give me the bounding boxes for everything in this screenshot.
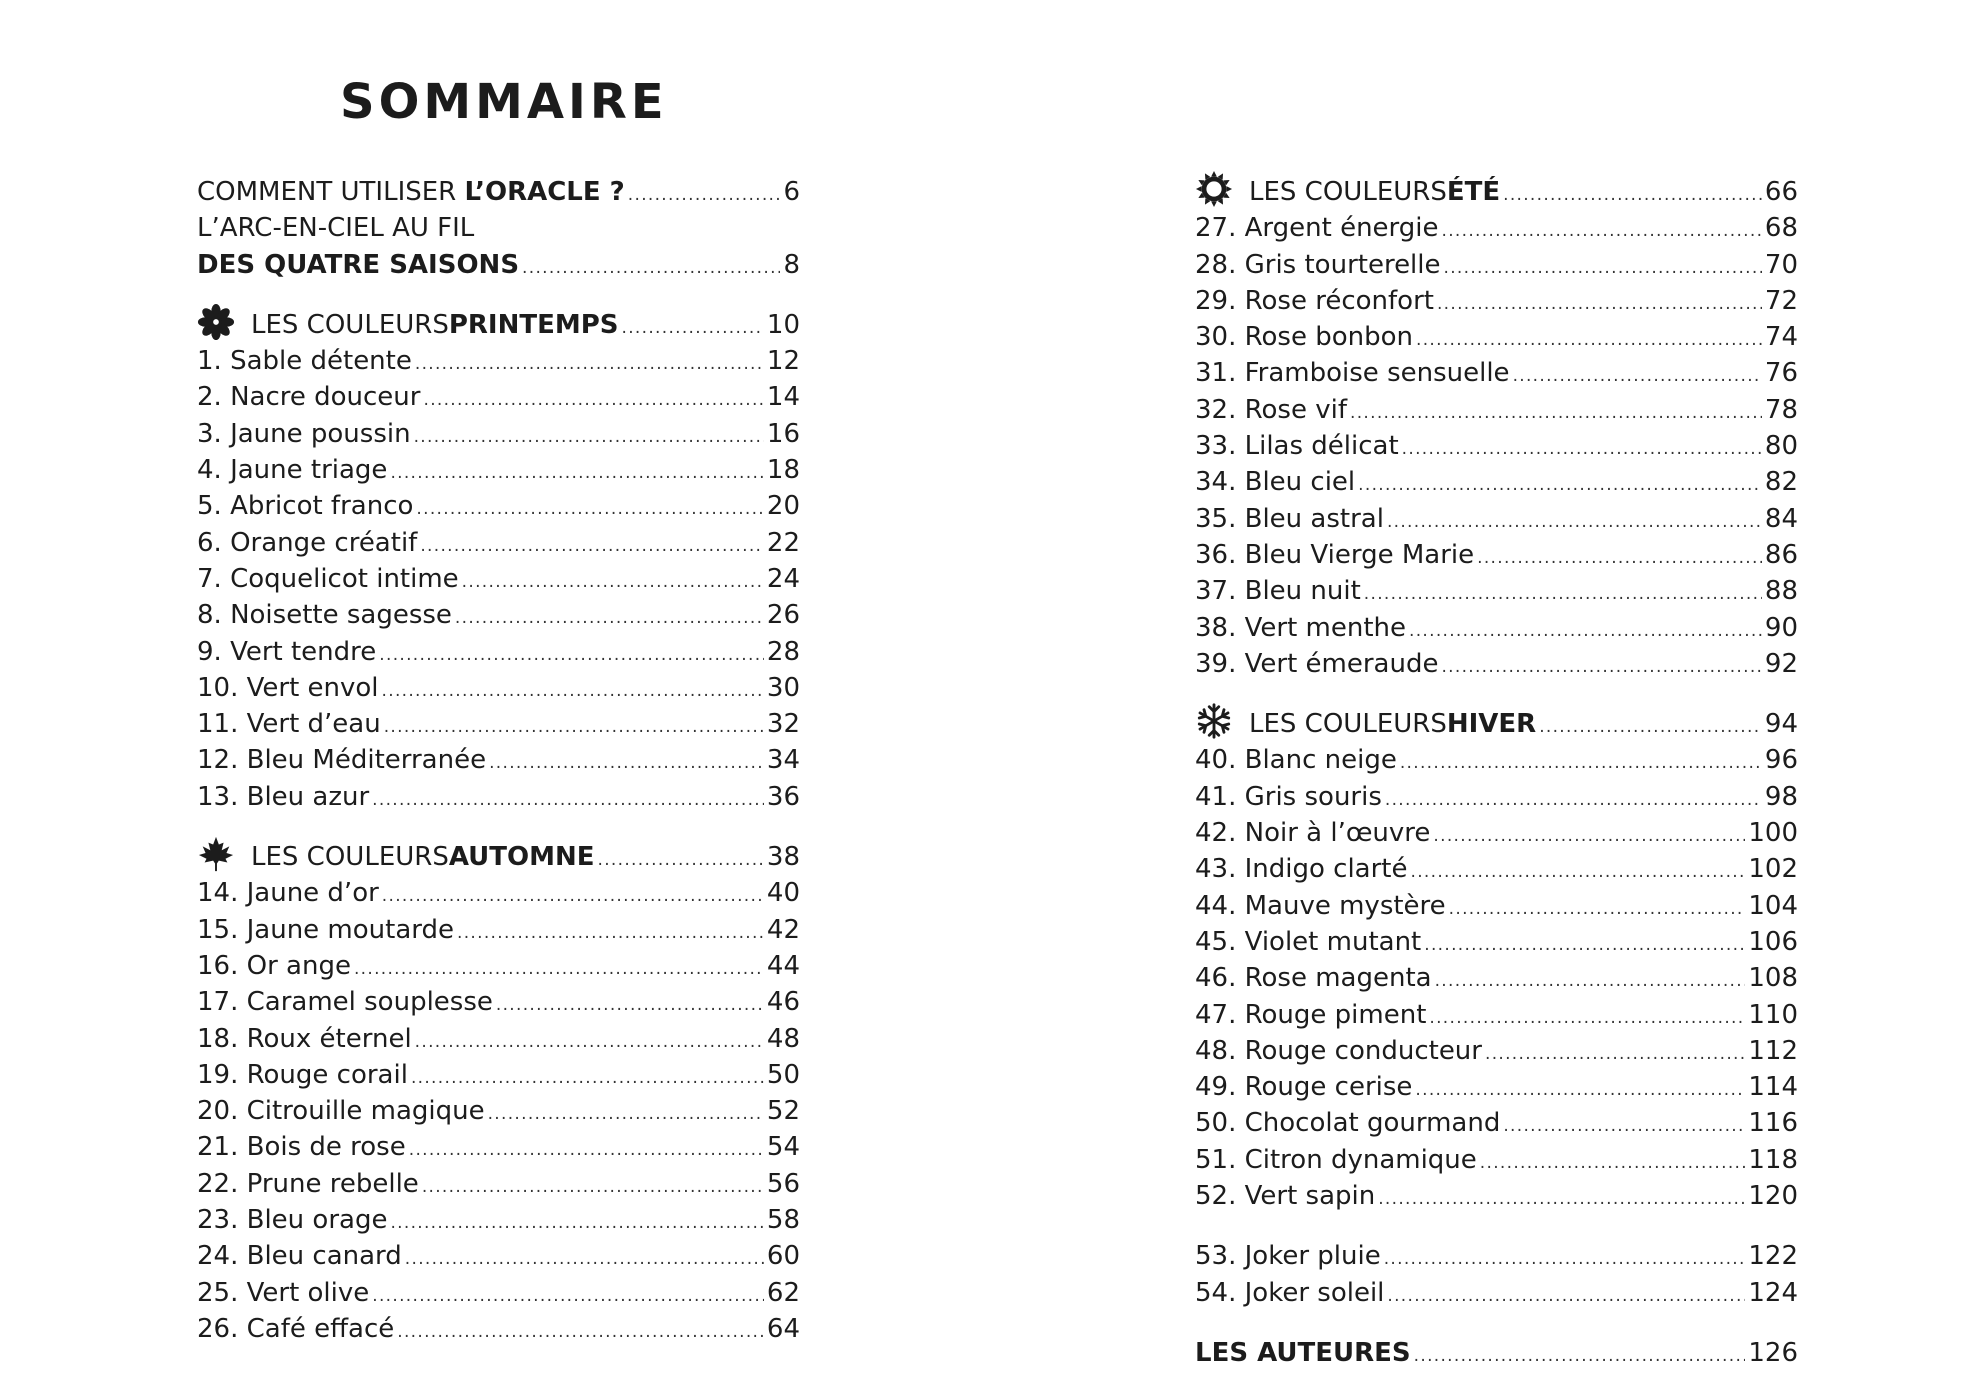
toc-entry[interactable] bbox=[197, 1311, 800, 1347]
toc-page-number: 108 bbox=[1748, 963, 1798, 994]
dot-leader bbox=[415, 1024, 764, 1060]
toc-entry[interactable] bbox=[1195, 888, 1798, 924]
toc-page-number: 124 bbox=[1748, 1277, 1798, 1308]
toc-page-number: 68 bbox=[1764, 213, 1798, 244]
dot-leader bbox=[1437, 286, 1762, 322]
dot-leader bbox=[420, 528, 764, 564]
dot-leader bbox=[496, 987, 764, 1023]
toc-entry-label: 42. Noir à l’œuvre bbox=[1195, 818, 1431, 849]
toc-page-number: 80 bbox=[1764, 431, 1798, 462]
dot-leader bbox=[598, 842, 764, 878]
section-header-spring[interactable] bbox=[197, 307, 800, 343]
toc-page-number: 64 bbox=[766, 1313, 800, 1344]
toc-page-number: 14 bbox=[766, 382, 800, 413]
toc-page-number: 84 bbox=[1764, 503, 1798, 534]
toc-entry-label: 12. Bleu Méditerranée bbox=[197, 745, 487, 776]
toc-page-number: 28 bbox=[766, 636, 800, 667]
dot-leader bbox=[372, 782, 764, 818]
sun-icon bbox=[1195, 170, 1233, 208]
toc-entry[interactable] bbox=[1195, 742, 1798, 778]
toc-entry-label: 34. Bleu ciel bbox=[1195, 467, 1356, 498]
toc-page-number: 8 bbox=[783, 249, 800, 280]
toc-entry-label: 6. Orange créatif bbox=[197, 527, 418, 558]
toc-page-number: 18 bbox=[766, 455, 800, 486]
dot-leader bbox=[522, 250, 780, 286]
toc-entry[interactable] bbox=[1195, 1238, 1798, 1274]
toc-entry[interactable] bbox=[197, 1166, 800, 1202]
toc-entry[interactable] bbox=[197, 1021, 800, 1057]
dot-leader bbox=[1409, 613, 1762, 649]
dot-leader bbox=[423, 382, 763, 418]
dot-leader bbox=[1358, 467, 1762, 503]
toc-page-number: 88 bbox=[1764, 576, 1798, 607]
dot-leader bbox=[354, 951, 764, 987]
dot-leader bbox=[1477, 540, 1762, 576]
toc-page-number: 92 bbox=[1764, 648, 1798, 679]
toc-page-number: 50 bbox=[766, 1059, 800, 1090]
dot-leader bbox=[409, 1132, 764, 1168]
toc-entry-label: 22. Prune rebelle bbox=[197, 1168, 419, 1199]
toc-page-number: 96 bbox=[1764, 745, 1798, 776]
toc-entry[interactable] bbox=[197, 1057, 800, 1093]
section-title: LES COULEURS ÉTÉ bbox=[1249, 177, 1501, 207]
toc-entry-label: 10. Vert envol bbox=[197, 672, 379, 703]
toc-entry-label: 43. Indigo clarté bbox=[1195, 854, 1408, 885]
toc-entry[interactable] bbox=[1195, 851, 1798, 887]
toc-entry[interactable] bbox=[197, 875, 800, 911]
dot-leader bbox=[1429, 1000, 1745, 1036]
toc-entry-label: 27. Argent énergie bbox=[1195, 213, 1439, 244]
toc-page-number: 106 bbox=[1748, 926, 1798, 957]
toc-entry-label: 37. Bleu nuit bbox=[1195, 576, 1361, 607]
autumn-list bbox=[197, 875, 800, 1347]
toc-entry-label: LES AUTEURES bbox=[1195, 1337, 1411, 1368]
toc-entry-label: 25. Vert olive bbox=[197, 1277, 370, 1308]
toc-entry-label: 13. Bleu azur bbox=[197, 781, 370, 812]
toc-page-number: 114 bbox=[1748, 1072, 1798, 1103]
dot-leader bbox=[422, 1169, 764, 1205]
toc-entry-label: 23. Bleu orage bbox=[197, 1205, 388, 1236]
toc-page-number: 82 bbox=[1764, 467, 1798, 498]
toc-entry-label: 21. Bois de rose bbox=[197, 1132, 406, 1163]
toc-entry[interactable] bbox=[1195, 247, 1798, 283]
dot-leader bbox=[415, 346, 764, 382]
toc-entry-label: 8. Noisette sagesse bbox=[197, 600, 452, 631]
toc-page-number: 66 bbox=[1764, 177, 1798, 207]
toc-entry[interactable] bbox=[1195, 573, 1798, 609]
toc-entry-label: 1. Sable détente bbox=[197, 346, 412, 377]
dot-leader bbox=[1539, 709, 1762, 745]
toc-entry-label: 18. Roux éternel bbox=[197, 1023, 412, 1054]
dot-leader bbox=[1480, 1145, 1746, 1181]
dot-leader bbox=[1485, 1036, 1745, 1072]
toc-entry[interactable] bbox=[197, 1093, 800, 1129]
toc-page-number: 24 bbox=[766, 563, 800, 594]
toc-entry[interactable] bbox=[197, 1275, 800, 1311]
toc-entry-rainbow[interactable] bbox=[197, 247, 800, 283]
dot-leader bbox=[384, 709, 764, 745]
dot-leader bbox=[1378, 1181, 1745, 1217]
dot-leader bbox=[390, 455, 763, 491]
toc-entry[interactable] bbox=[1195, 1069, 1798, 1105]
toc-entry[interactable] bbox=[1195, 997, 1798, 1033]
toc-entry[interactable] bbox=[1195, 428, 1798, 464]
toc-page-number: 94 bbox=[1764, 709, 1798, 740]
toc-entry-label: 47. Rouge piment bbox=[1195, 999, 1427, 1030]
toc-page-number: 20 bbox=[766, 491, 800, 522]
toc-entry[interactable] bbox=[1195, 464, 1798, 500]
toc-entry-label: 29. Rose réconfort bbox=[1195, 285, 1434, 316]
toc-entry-label: L’ARC-EN-CIEL AU FIL bbox=[197, 213, 475, 244]
toc-entry-label: 20. Citrouille magique bbox=[197, 1096, 485, 1127]
toc-entry-label: 35. Bleu astral bbox=[1195, 503, 1384, 534]
toc-entry-label: 45. Violet mutant bbox=[1195, 926, 1422, 957]
joker-list bbox=[1195, 1238, 1798, 1311]
toc-left-column bbox=[197, 174, 800, 1347]
toc-entry[interactable] bbox=[1195, 501, 1798, 537]
toc-entry-label: 2. Nacre douceur bbox=[197, 382, 421, 413]
toc-page-number: 42 bbox=[766, 914, 800, 945]
toc-entry-label: 36. Bleu Vierge Marie bbox=[1195, 539, 1475, 570]
toc-entry[interactable] bbox=[197, 343, 800, 379]
toc-entry-label: 24. Bleu canard bbox=[197, 1241, 402, 1272]
toc-entry-label: 52. Vert sapin bbox=[1195, 1181, 1376, 1212]
dot-leader bbox=[1435, 963, 1746, 999]
toc-page-number: 72 bbox=[1764, 285, 1798, 316]
toc-page-number: 36 bbox=[766, 781, 800, 812]
dot-leader bbox=[414, 419, 764, 455]
toc-entry-label: 49. Rouge cerise bbox=[1195, 1072, 1413, 1103]
toc-entry-label: 38. Vert menthe bbox=[1195, 612, 1406, 643]
toc-entry-label: COMMENT UTILISER L’ORACLE ? bbox=[197, 177, 625, 207]
toc-entry[interactable] bbox=[1195, 924, 1798, 960]
toc-entry-label: 11. Vert d’eau bbox=[197, 709, 381, 740]
dot-leader bbox=[1444, 250, 1762, 286]
toc-entry[interactable] bbox=[197, 634, 800, 670]
toc-entry-label: 39. Vert émeraude bbox=[1195, 648, 1439, 679]
toc-page-number: 16 bbox=[766, 418, 800, 449]
toc-entry-label: 41. Gris souris bbox=[1195, 781, 1382, 812]
dot-leader bbox=[1416, 322, 1762, 358]
section-header-winter[interactable] bbox=[1195, 706, 1798, 742]
toc-entry-label: 4. Jaune triage bbox=[197, 455, 388, 486]
dot-leader bbox=[1424, 927, 1745, 963]
dot-leader bbox=[1411, 854, 1746, 890]
toc-entry[interactable] bbox=[197, 525, 800, 561]
toc-page-number: 62 bbox=[766, 1277, 800, 1308]
toc-page-number: 40 bbox=[766, 878, 800, 909]
toc-page-number: 56 bbox=[766, 1168, 800, 1199]
dot-leader bbox=[390, 1205, 763, 1241]
dot-leader bbox=[1503, 1108, 1745, 1144]
dot-leader bbox=[416, 491, 764, 527]
dot-leader bbox=[1513, 358, 1762, 394]
toc-page-number: 6 bbox=[783, 177, 800, 207]
toc-page-number: 112 bbox=[1748, 1035, 1798, 1066]
toc-entry-label: 19. Rouge corail bbox=[197, 1059, 408, 1090]
toc-entry[interactable] bbox=[1195, 392, 1798, 428]
toc-page-number: 54 bbox=[766, 1132, 800, 1163]
toc-entry[interactable] bbox=[1195, 1178, 1798, 1214]
toc-entry-label: 28. Gris tourterelle bbox=[1195, 249, 1441, 280]
toc-page-number: 60 bbox=[766, 1241, 800, 1272]
toc-entry[interactable] bbox=[1195, 283, 1798, 319]
toc-entry-label: 32. Rose vif bbox=[1195, 394, 1347, 425]
dot-leader bbox=[1387, 1278, 1745, 1314]
toc-page-number: 122 bbox=[1748, 1241, 1798, 1272]
dot-leader bbox=[372, 1278, 764, 1314]
toc-entry[interactable] bbox=[1195, 646, 1798, 682]
toc-page-number: 26 bbox=[766, 600, 800, 631]
toc-entry[interactable] bbox=[197, 984, 800, 1020]
toc-entry[interactable] bbox=[1195, 1275, 1798, 1311]
toc-page-number: 30 bbox=[766, 672, 800, 703]
toc-entry[interactable] bbox=[197, 706, 800, 742]
toc-page-number: 34 bbox=[766, 745, 800, 776]
toc-entry-label: 3. Jaune poussin bbox=[197, 418, 411, 449]
toc-entry[interactable] bbox=[197, 912, 800, 948]
toc-entry[interactable] bbox=[1195, 610, 1798, 646]
toc-entry[interactable] bbox=[197, 488, 800, 524]
dot-leader bbox=[382, 673, 764, 709]
dot-leader bbox=[1449, 891, 1746, 927]
toc-entry-label: 31. Framboise sensuelle bbox=[1195, 358, 1510, 389]
dot-leader bbox=[379, 637, 764, 673]
dot-leader bbox=[462, 564, 764, 600]
toc-entry[interactable] bbox=[197, 1238, 800, 1274]
toc-page-number: 52 bbox=[766, 1096, 800, 1127]
dot-leader bbox=[457, 915, 764, 951]
toc-right-column bbox=[1195, 174, 1798, 1371]
toc-page-number: 12 bbox=[766, 346, 800, 377]
dot-leader bbox=[1415, 1072, 1745, 1108]
dot-leader bbox=[622, 310, 764, 346]
toc-page-number: 58 bbox=[766, 1205, 800, 1236]
dot-leader bbox=[1400, 745, 1762, 781]
dot-leader bbox=[628, 177, 781, 213]
toc-entry-label: 7. Coquelicot intime bbox=[197, 563, 459, 594]
dot-leader bbox=[405, 1241, 764, 1277]
dot-leader bbox=[1503, 177, 1762, 213]
toc-entry[interactable] bbox=[197, 948, 800, 984]
toc-entry-intro[interactable] bbox=[197, 174, 800, 210]
dot-leader bbox=[397, 1314, 764, 1350]
toc-entry[interactable] bbox=[197, 1129, 800, 1165]
toc-entry[interactable] bbox=[197, 416, 800, 452]
toc-entry-label: 46. Rose magenta bbox=[1195, 963, 1432, 994]
section-title: LES COULEURS AUTOMNE bbox=[251, 842, 595, 873]
dot-leader bbox=[1385, 782, 1762, 818]
toc-entry-rainbow-line1[interactable] bbox=[197, 210, 800, 246]
toc-page-number: 78 bbox=[1764, 394, 1798, 425]
spring-list bbox=[197, 343, 800, 815]
flower-icon bbox=[197, 303, 235, 341]
toc-page-number: 86 bbox=[1764, 539, 1798, 570]
toc-entry[interactable] bbox=[1195, 537, 1798, 573]
toc-entry-label: 50. Chocolat gourmand bbox=[1195, 1108, 1501, 1139]
toc-page-number: 116 bbox=[1748, 1108, 1798, 1139]
toc-entry[interactable] bbox=[1195, 960, 1798, 996]
toc-page-number: 46 bbox=[766, 987, 800, 1018]
toc-page-number: 44 bbox=[766, 950, 800, 981]
toc-entry-label: 17. Caramel souplesse bbox=[197, 987, 493, 1018]
winter-list bbox=[1195, 742, 1798, 1214]
dot-leader bbox=[1384, 1241, 1746, 1277]
dot-leader bbox=[488, 1096, 764, 1132]
dot-leader bbox=[382, 878, 764, 914]
toc-entry[interactable] bbox=[197, 597, 800, 633]
toc-entry-label: 33. Lilas délicat bbox=[1195, 431, 1399, 462]
toc-page-number: 70 bbox=[1764, 249, 1798, 280]
section-title: LES COULEURS PRINTEMPS bbox=[251, 309, 619, 340]
toc-page-number: 110 bbox=[1748, 999, 1798, 1030]
toc-page-number: 22 bbox=[766, 527, 800, 558]
toc-page-number: 102 bbox=[1748, 854, 1798, 885]
toc-entry[interactable] bbox=[197, 379, 800, 415]
toc-page-number: 10 bbox=[766, 309, 800, 340]
toc-page-number: 74 bbox=[1764, 322, 1798, 353]
section-title: LES COULEURS HIVER bbox=[1249, 709, 1537, 740]
dot-leader bbox=[1442, 213, 1762, 249]
dot-leader bbox=[1364, 576, 1762, 612]
toc-entry[interactable] bbox=[1195, 1033, 1798, 1069]
dot-leader bbox=[1441, 649, 1761, 685]
toc-entry-label: 16. Or ange bbox=[197, 950, 351, 981]
dot-leader bbox=[1433, 818, 1745, 854]
maple-leaf-icon bbox=[197, 835, 235, 873]
snowflake-icon bbox=[1195, 702, 1233, 740]
toc-page-number: 104 bbox=[1748, 890, 1798, 921]
toc-entry-label: 53. Joker pluie bbox=[1195, 1241, 1381, 1272]
toc-entry[interactable] bbox=[1195, 210, 1798, 246]
dot-leader bbox=[1350, 395, 1762, 431]
toc-entry[interactable] bbox=[197, 1202, 800, 1238]
dot-leader bbox=[1402, 431, 1762, 467]
toc-entry[interactable] bbox=[197, 670, 800, 706]
toc-entry-label: 51. Citron dynamique bbox=[1195, 1144, 1477, 1175]
dot-leader bbox=[1414, 1338, 1746, 1374]
page-title: SOMMAIRE bbox=[340, 74, 668, 130]
toc-page-number: 90 bbox=[1764, 612, 1798, 643]
dot-leader bbox=[411, 1060, 764, 1096]
toc-entry[interactable] bbox=[197, 742, 800, 778]
toc-entry[interactable] bbox=[1195, 319, 1798, 355]
toc-page-number: 32 bbox=[766, 709, 800, 740]
toc-entry-label: 15. Jaune moutarde bbox=[197, 914, 455, 945]
toc-entry-label: 30. Rose bonbon bbox=[1195, 322, 1414, 353]
toc-entry-label: 5. Abricot franco bbox=[197, 491, 414, 522]
toc-entry[interactable] bbox=[1195, 815, 1798, 851]
toc-entry[interactable] bbox=[197, 561, 800, 597]
toc-entry-label: 44. Mauve mystère bbox=[1195, 890, 1446, 921]
toc-page-number: 118 bbox=[1748, 1144, 1798, 1175]
toc-page-number: 100 bbox=[1748, 818, 1798, 849]
toc-page-number: 126 bbox=[1748, 1337, 1798, 1368]
toc-entry-label: 40. Blanc neige bbox=[1195, 745, 1397, 776]
toc-entry-label: DES QUATRE SAISONS bbox=[197, 249, 520, 280]
summer-list bbox=[1195, 210, 1798, 682]
section-header-autumn[interactable] bbox=[197, 839, 800, 875]
toc-entry[interactable] bbox=[1195, 779, 1798, 815]
toc-page-number: 120 bbox=[1748, 1181, 1798, 1212]
toc-entry[interactable] bbox=[1195, 1142, 1798, 1178]
toc-page-number: 38 bbox=[766, 842, 800, 873]
toc-entry-label: 26. Café effacé bbox=[197, 1313, 395, 1344]
toc-entry[interactable] bbox=[1195, 1105, 1798, 1141]
toc-entry[interactable] bbox=[197, 452, 800, 488]
dot-leader bbox=[1387, 504, 1762, 540]
dot-leader bbox=[489, 745, 764, 781]
toc-entry-label: 48. Rouge conducteur bbox=[1195, 1035, 1482, 1066]
toc-entry-authors[interactable] bbox=[1195, 1335, 1798, 1371]
toc-page-number: 76 bbox=[1764, 358, 1798, 389]
section-header-summer[interactable] bbox=[1195, 174, 1798, 210]
toc-entry-label: 9. Vert tendre bbox=[197, 636, 377, 667]
toc-entry-label: 14. Jaune d’or bbox=[197, 878, 379, 909]
toc-entry-label: 54. Joker soleil bbox=[1195, 1277, 1385, 1308]
dot-leader bbox=[455, 600, 764, 636]
toc-page-number: 98 bbox=[1764, 781, 1798, 812]
toc-entry[interactable] bbox=[1195, 355, 1798, 391]
toc-entry[interactable] bbox=[197, 779, 800, 815]
toc-page-number: 48 bbox=[766, 1023, 800, 1054]
